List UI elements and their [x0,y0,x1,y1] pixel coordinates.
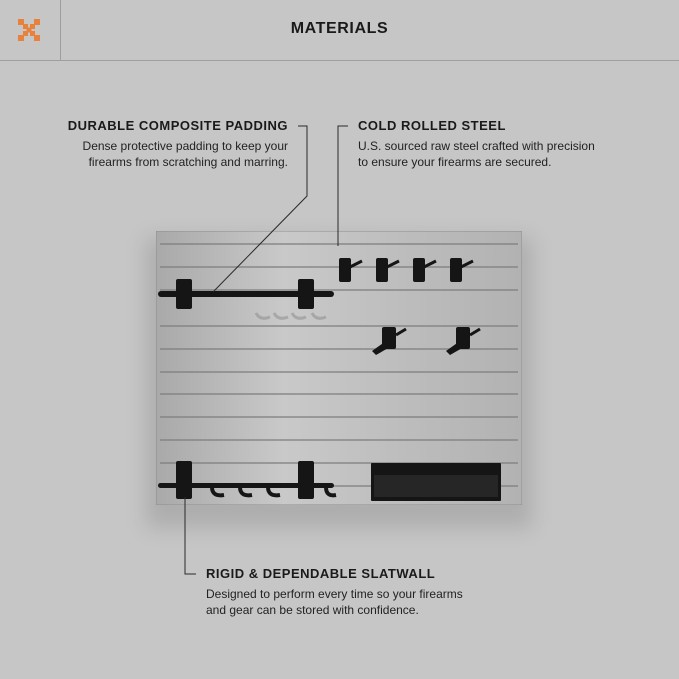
callout-line: to ensure your firearms are secured. [358,155,552,169]
callout-title: COLD ROLLED STEEL [358,118,506,133]
callout-line: Dense protective padding to keep your [82,139,288,153]
callout-title: RIGID & DEPENDABLE SLATWALL [206,566,436,581]
callout-line: and gear can be stored with confidence. [206,603,419,617]
callout-line: firearms from scratching and marring. [88,155,288,169]
callout-line: Designed to perform every time so your firearms [206,587,463,601]
callout-line: U.S. sourced raw steel crafted with precision [358,139,595,153]
page-title: MATERIALS [290,20,389,37]
callout-title: DURABLE COMPOSITE PADDING [67,118,288,133]
